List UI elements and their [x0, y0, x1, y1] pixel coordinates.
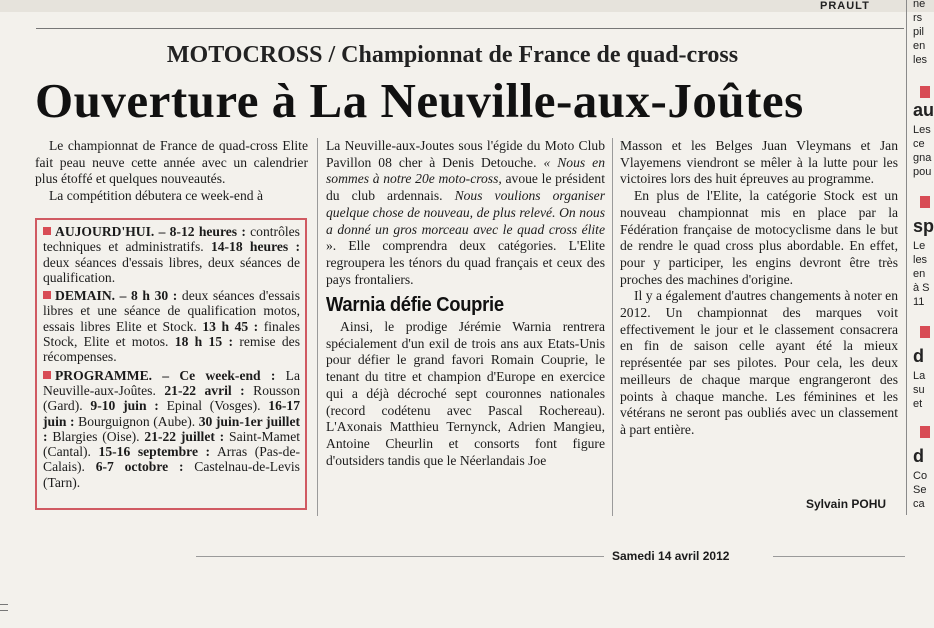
event-place: Epinal (Vosges).	[166, 398, 261, 414]
article-kicker: MOTOCROSS / Championnat de France de quad-cross	[166, 42, 739, 68]
footer-rule	[196, 556, 604, 557]
red-square-bullet-icon	[920, 326, 930, 338]
today-text-2: deux séances d'essais libres, deux séances de qualification.	[43, 254, 300, 285]
fragment-text: su	[913, 384, 925, 396]
fragment-heading: au	[913, 100, 934, 120]
fragment-heading: sp	[913, 216, 934, 236]
col2-text: avoue le président du club ardennais.	[326, 171, 606, 204]
top-rule	[36, 28, 904, 29]
fragment-text: Se	[913, 484, 927, 496]
footer-rule	[773, 556, 905, 557]
fragment-text: à S	[913, 282, 930, 294]
today-time: 14-18 heures :	[210, 239, 300, 255]
quote-2: Nous voulions organiser quelque chose de nouveau, de plus relevé. On nous a donné un gros morceau avec le quad cross élite	[326, 188, 605, 237]
red-square-bullet-icon	[920, 86, 930, 98]
col2-text: La Neuville-aux-Joutes sous l'égide du Moto Club Pavillon 08 cher à Denis Detouche.	[326, 138, 605, 170]
top-strip-fragment: PRAULT	[820, 0, 870, 12]
fragment-text: Co	[913, 470, 928, 482]
col3-paragraph-3: Il y a également d'autres changements à noter en 2012. Un championnat des marques voit effectivement le jour et le classement consacrera en fin de saison celle ayant été la mieux représentée par ses pilotes. Pour cela, les deux meilleurs de chaque marque engrangeront des points à chaque manche. Les féminines et les vétérans ne seront pas oubliés avec un classement à part entière.	[620, 288, 898, 437]
fragment-text: les	[913, 54, 928, 66]
fragment-text: et	[913, 398, 923, 410]
publication-date: Samedi 14 avril 2012	[612, 549, 730, 563]
column-divider	[317, 138, 318, 516]
program-label: PROGRAMME. – Ce week-end :	[55, 367, 276, 383]
subheading: Warnia défie Couprie	[326, 294, 504, 317]
top-fold	[0, 0, 934, 12]
program-entry	[43, 368, 300, 490]
red-square-bullet-icon	[43, 371, 51, 379]
col2-paragraph-2: Ainsi, le prodige Jérémie Warnia rentrera spécialement d'un exil de trois ans aux Etats-Unis pour défier le grand favori Romain Couprie, le tenant du titre et champion d'Europe en exercice qui a déjà décroché sept couronnes nationales (record codétenu avec Pascal Rochereau). L'Axonais Matthieu Ternynck, Adrien Mangieu, Antoine Cheurlin et consorts font figure d'outsiders tandis que le Néerlandais Joe	[326, 319, 605, 468]
fragment-text: les	[913, 254, 928, 266]
page-divider	[906, 0, 907, 515]
column-2	[326, 138, 605, 469]
red-square-bullet-icon	[43, 227, 51, 235]
edge-mark	[0, 610, 8, 611]
red-square-bullet-icon	[920, 426, 930, 438]
event-date: 16-17 juin :	[43, 398, 301, 429]
fragment-text: ce	[913, 138, 925, 150]
tomorrow-label: DEMAIN. – 8 h 30 :	[55, 288, 178, 304]
event-place: Blargies (Oise).	[52, 428, 140, 444]
fragment-text: ne	[913, 0, 926, 10]
fragment-text: pou	[913, 166, 932, 178]
event-date: 15-16 septembre :	[98, 444, 211, 460]
tomorrow-entry	[43, 288, 300, 364]
adjacent-article-fragment	[909, 0, 934, 515]
event-date: 21-22 avril :	[164, 382, 245, 398]
today-label: AUJOURD'HUI. – 8-12 heures :	[55, 224, 246, 239]
fragment-text: La	[913, 370, 926, 382]
today-text: contrôles techniques et administratifs.	[43, 224, 300, 255]
red-square-bullet-icon	[920, 196, 930, 208]
fragment-text: en	[913, 268, 926, 280]
event-date: 6-7 octobre :	[95, 459, 184, 475]
col3-paragraph-1: Masson et les Belges Juan Vleymans et Jan Vlayemens viendront se mêler à la lutte pour les victoires lors des huit épreuves au programme.	[620, 138, 898, 187]
edge-mark	[0, 604, 8, 605]
schedule-box	[35, 218, 307, 510]
fragment-heading: d	[913, 446, 924, 466]
column-3	[620, 138, 898, 439]
col2-paragraph-1	[326, 138, 605, 288]
col2-text: ». Elle comprendra deux catégories. L'Elite regroupera les ténors du quad français et ceux des pays frontaliers.	[326, 238, 605, 287]
fragment-text: Le	[913, 240, 926, 252]
fragment-heading: d	[913, 346, 924, 366]
event-date: 21-22 juillet :	[144, 428, 225, 444]
fragment-text: ca	[913, 498, 925, 510]
event-place: Bourguignon (Aube).	[78, 413, 196, 429]
tomorrow-text: deux séances d'essais libres et une séance de qualification motos, essais libres Elite et Stock.	[43, 288, 300, 334]
author-signature: Sylvain POHU	[806, 497, 887, 511]
tomorrow-time-2: 13 h 45 :	[202, 318, 259, 334]
fragment-text: rs	[913, 12, 923, 24]
intro-paragraph: Le championnat de France de quad-cross Elite fait peau neuve cette année avec un calendrier plus étoffé et quelques nouveautés.	[35, 138, 308, 187]
today-entry	[43, 224, 300, 285]
event-place: Castelnau-de-Levis (Tarn).	[43, 459, 300, 490]
column-1	[35, 138, 308, 205]
intro-paragraph-2: La compétition débutera ce week-end à	[49, 188, 263, 204]
fragment-text: Les	[913, 124, 931, 136]
fragment-text: en	[913, 40, 926, 52]
fragment-text: gna	[913, 152, 932, 164]
tomorrow-text-3: remise des récompenses.	[43, 334, 301, 365]
col3-paragraph-2: En plus de l'Elite, la catégorie Stock est un nouveau championnat mis en place par la Fédération française de motocyclisme dans le but de rendre le quad cross plus abordable. En effet, pour y participer, les engins devront être très proches des machines d'origine.	[620, 188, 898, 287]
tomorrow-time-3: 18 h 15 :	[174, 334, 233, 350]
column-divider	[612, 138, 613, 516]
event-item	[90, 398, 260, 413]
red-square-bullet-icon	[43, 291, 51, 299]
event-date: 9-10 juin :	[90, 398, 159, 414]
fragment-text: pil	[913, 26, 925, 38]
tomorrow-text-2: finales Stock, Elite et motos.	[43, 318, 300, 350]
program-text: La Neuville-aux-Joûtes.	[43, 367, 300, 398]
event-place: Saint-Mamet (Cantal).	[43, 428, 301, 460]
quote-1: « Nous en sommes à notre 20e moto-cross,	[326, 154, 606, 187]
event-date: 30 juin-1er juillet :	[43, 413, 301, 444]
fragment-text: 11	[913, 296, 925, 308]
article-headline: Ouverture à La Neuville-aux-Joûtes	[35, 73, 804, 128]
event-place: Arras (Pas-de-Calais).	[43, 444, 301, 475]
event-place: Rousson (Gard).	[43, 382, 300, 414]
